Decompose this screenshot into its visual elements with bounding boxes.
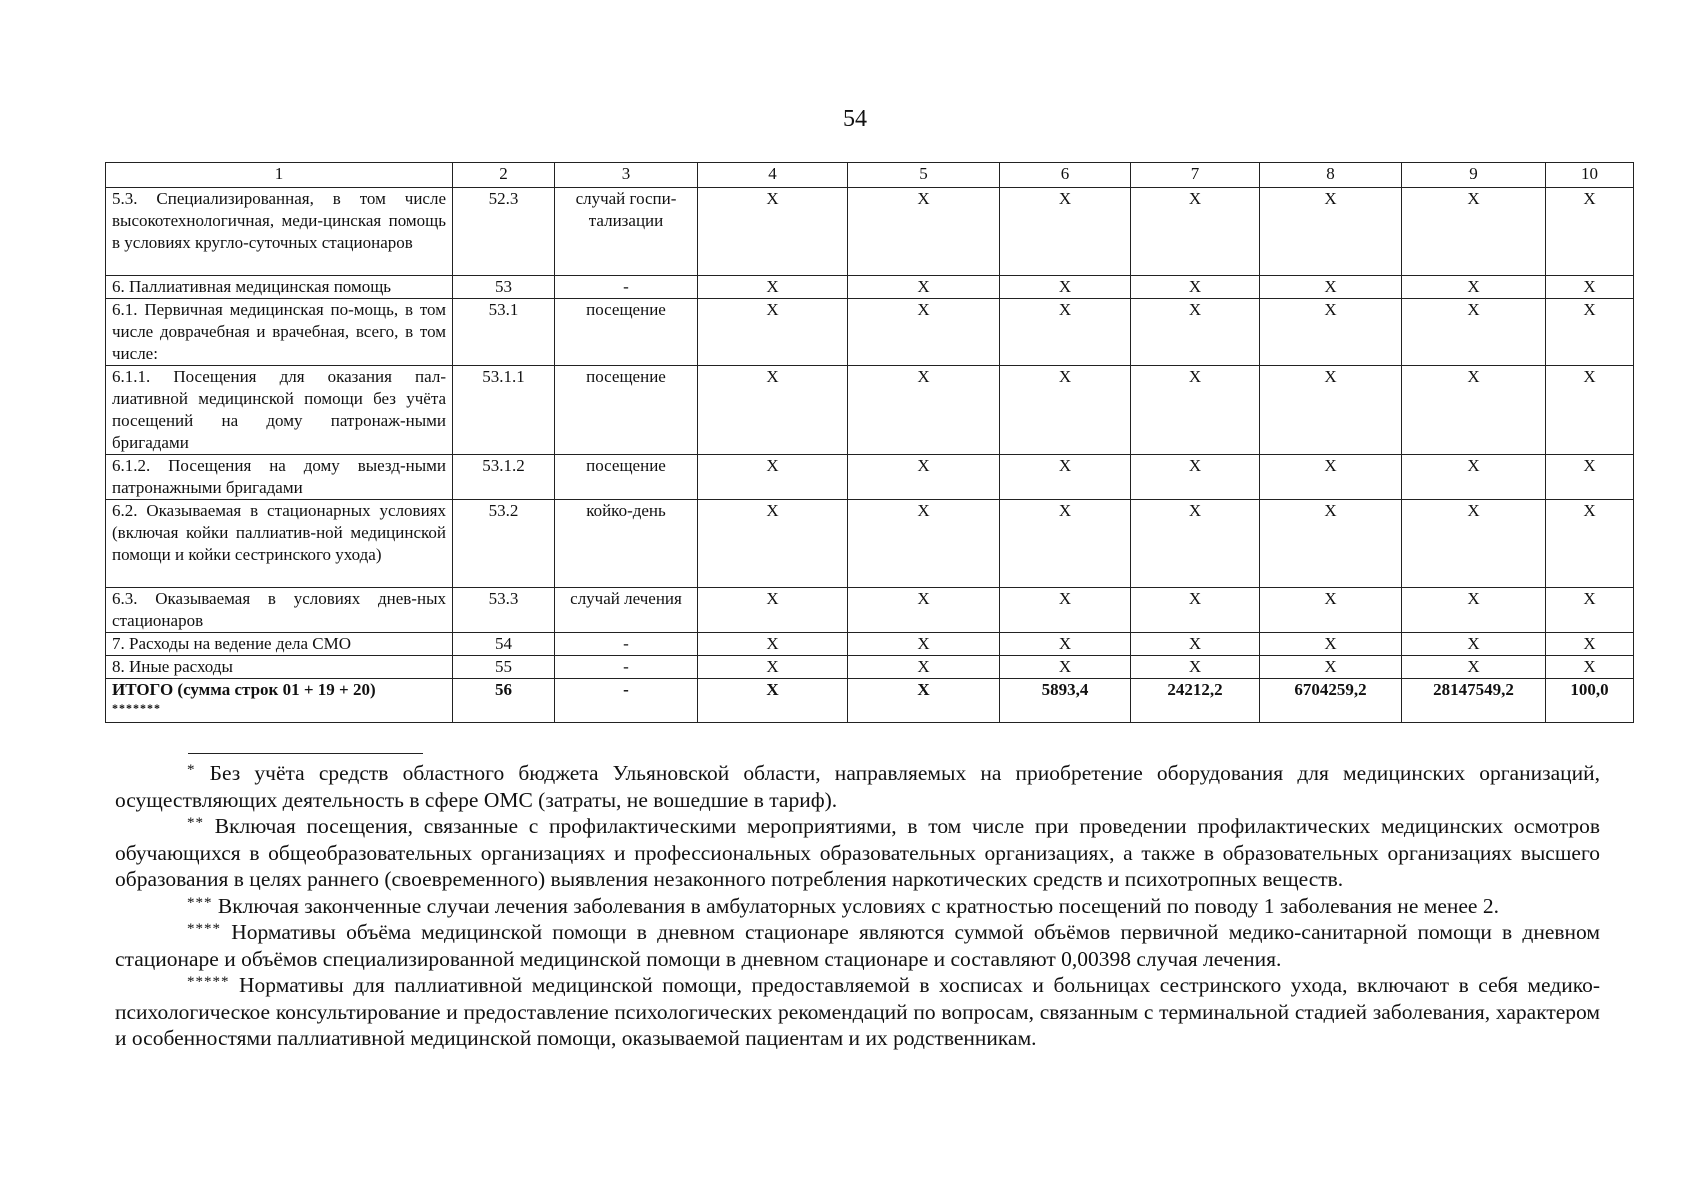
cell-value: X [1131,633,1260,656]
cell-value: X [1260,188,1402,276]
row-unit: посещение [555,299,698,366]
row-unit: - [555,679,698,723]
cell-value: X [1131,299,1260,366]
cell-value: X [1000,455,1131,500]
footnote [115,760,1600,813]
column-header: 1 [106,163,453,188]
cell-value: X [1402,500,1546,588]
footnote-mark: *** [187,894,213,911]
cell-value: X [1000,588,1131,633]
cell-value: X [1546,500,1634,588]
row-unit: посещение [555,366,698,455]
cell-value: X [1260,500,1402,588]
column-header: 10 [1546,163,1634,188]
row-code: 53.3 [453,588,555,633]
column-header: 5 [848,163,1000,188]
row-code: 55 [453,656,555,679]
footnote-mark: * [187,762,196,778]
cell-value: X [1260,656,1402,679]
cell-value: X [848,633,1000,656]
footnote-text: Без учёта средств областного бюджета Ульяновской области, направляемых на приобретение оборудования для медицинских организаций, осуществляющих деятельность в сфере ОМС (затраты, не вошедшие в тариф). [115,761,1601,812]
footnote-text: Включая посещения, связанные с профилактическими мероприятиями, в том числе при проведении профилактических медицинских осмотров обучающихся в общеобразовательных организациях и профессиональных образовательных организациях, а также в образовательных организациях высшего образования в целях раннего (своевременного) выявления незаконного потребления наркотических средств и психотропных веществ. [115,814,1600,891]
row-code: 53.2 [453,500,555,588]
row-code: 56 [453,679,555,723]
cell-value: X [1402,366,1546,455]
total-label: ИТОГО (сумма строк 01 + 19 + 20) [112,680,376,699]
data-table [105,162,1634,723]
footnote-mark: ** [187,815,204,831]
cell-value: X [1402,455,1546,500]
cell-value: 100,0 [1546,679,1634,723]
cell-value: X [1546,455,1634,500]
column-header: 2 [453,163,555,188]
cell-value: X [698,679,848,723]
cell-value: X [1131,455,1260,500]
column-header: 6 [1000,163,1131,188]
cell-value: X [698,656,848,679]
total-label-cell [106,679,453,723]
total-footnote-marker: ******* [112,701,161,715]
cell-value: X [1546,299,1634,366]
cell-value: X [1402,633,1546,656]
footnotes [115,760,1600,1052]
cell-value: X [1131,500,1260,588]
table-header-row [106,163,1634,188]
cell-value: X [1000,299,1131,366]
table-row [106,633,1634,656]
cell-value: X [1131,656,1260,679]
footnote-mark: ***** [187,974,230,990]
cell-value: 6704259,2 [1260,679,1402,723]
cell-value: X [1131,588,1260,633]
row-code: 53 [453,276,555,299]
cell-value: X [848,588,1000,633]
row-code: 53.1.2 [453,455,555,500]
cell-value: X [1402,188,1546,276]
footnote-text: Включая законченные случаи лечения заболевания в амбулаторных условиях с кратностью посещений по поводу 1 заболевания не менее 2. [217,893,1499,918]
cell-value: X [698,588,848,633]
cell-value: X [1546,588,1634,633]
column-header: 9 [1402,163,1546,188]
footnote-separator [188,753,423,754]
row-name: 5.3. Специализированная, в том числе высокотехнологичная, меди-цинская помощь в условиях кругло-суточных стационаров [106,188,453,276]
cell-value: X [848,455,1000,500]
cell-value: X [1546,188,1634,276]
row-code: 52.3 [453,188,555,276]
footnote-text: Нормативы для паллиативной медицинской помощи, предоставляемой в хосписах и больницах сестринского ухода, включают в себя медико-психологическое консультирование и предоставление психологических рекомендаций по вопросам, связанным с терминальной стадией заболевания, характером и особенностями паллиативной медицинской помощи, оказываемой пациентам и их родственникам. [115,973,1600,1050]
row-name: 6. Паллиативная медицинская помощь [106,276,453,299]
cell-value: X [698,276,848,299]
row-unit: койко-день [555,500,698,588]
cell-value: X [1260,588,1402,633]
column-header: 7 [1131,163,1260,188]
cell-value: X [1131,276,1260,299]
cell-value: X [1000,366,1131,455]
cell-value: X [848,656,1000,679]
cell-value: X [848,679,1000,723]
row-unit: посещение [555,455,698,500]
cell-value: X [698,188,848,276]
row-name: 8. Иные расходы [106,656,453,679]
cell-value: X [1260,276,1402,299]
column-header: 8 [1260,163,1402,188]
row-name: 6.3. Оказываемая в условиях днев-ных стационаров [106,588,453,633]
row-name: 6.1. Первичная медицинская по-мощь, в том числе доврачебная и врачебная, всего, в том числе: [106,299,453,366]
row-unit: - [555,656,698,679]
footnote [115,813,1600,893]
table-row [106,656,1634,679]
row-code: 53.1.1 [453,366,555,455]
table-row [106,500,1634,588]
cell-value: X [1000,656,1131,679]
column-header: 3 [555,163,698,188]
table-row [106,588,1634,633]
cell-value: X [1402,656,1546,679]
row-name: 6.1.2. Посещения на дому выезд-ными патронажными бригадами [106,455,453,500]
cell-value: X [698,366,848,455]
cell-value: 24212,2 [1131,679,1260,723]
column-header: 4 [698,163,848,188]
cell-value: X [698,299,848,366]
cell-value: X [1260,366,1402,455]
row-unit: - [555,633,698,656]
row-name: 6.2. Оказываемая в стационарных условиях (включая койки паллиатив-ной медицинской помощи и койки сестринского ухода) [106,500,453,588]
cell-value: X [1546,366,1634,455]
cell-value: X [698,500,848,588]
footnote-mark: **** [187,921,221,937]
cell-value: X [1000,633,1131,656]
footnote [115,972,1600,1052]
row-name: 6.1.1. Посещения для оказания пал-лиативной медицинской помощи без учёта посещений на дому патронаж-ными бригадами [106,366,453,455]
row-unit: - [555,276,698,299]
cell-value: X [1131,366,1260,455]
cell-value: X [1546,633,1634,656]
cell-value: X [698,455,848,500]
page-number: 54 [843,106,867,132]
cell-value: X [848,500,1000,588]
footnote [115,893,1600,920]
cell-value: X [1131,188,1260,276]
cell-value: X [1260,299,1402,366]
cell-value: X [1402,276,1546,299]
cell-value: X [848,299,1000,366]
table-row [106,276,1634,299]
total-row [106,679,1634,723]
row-code: 53.1 [453,299,555,366]
cell-value: X [848,188,1000,276]
cell-value: X [1000,188,1131,276]
cell-value: X [1402,299,1546,366]
row-unit: случай госпи-тализации [555,188,698,276]
table-row [106,455,1634,500]
cell-value: X [1260,633,1402,656]
footnote-text: Нормативы объёма медицинской помощи в дневном стационаре являются суммой объёмов первичной медико-санитарной помощи в дневном стационаре и объёмов специализированной медицинской помощи в дневном стационаре и составляют 0,00398 случая лечения. [115,920,1600,971]
cell-value: 5893,4 [1000,679,1131,723]
footnote [115,919,1600,972]
cell-value: X [848,276,1000,299]
cell-value: X [698,633,848,656]
cell-value: X [1402,588,1546,633]
table-row [106,188,1634,276]
row-name: 7. Расходы на ведение дела СМО [106,633,453,656]
cell-value: X [1000,500,1131,588]
row-unit: случай лечения [555,588,698,633]
table-row [106,366,1634,455]
cell-value: X [848,366,1000,455]
table-row [106,299,1634,366]
cell-value: X [1000,276,1131,299]
cell-value: X [1260,455,1402,500]
cell-value: X [1546,276,1634,299]
cell-value: 28147549,2 [1402,679,1546,723]
row-code: 54 [453,633,555,656]
cell-value: X [1546,656,1634,679]
